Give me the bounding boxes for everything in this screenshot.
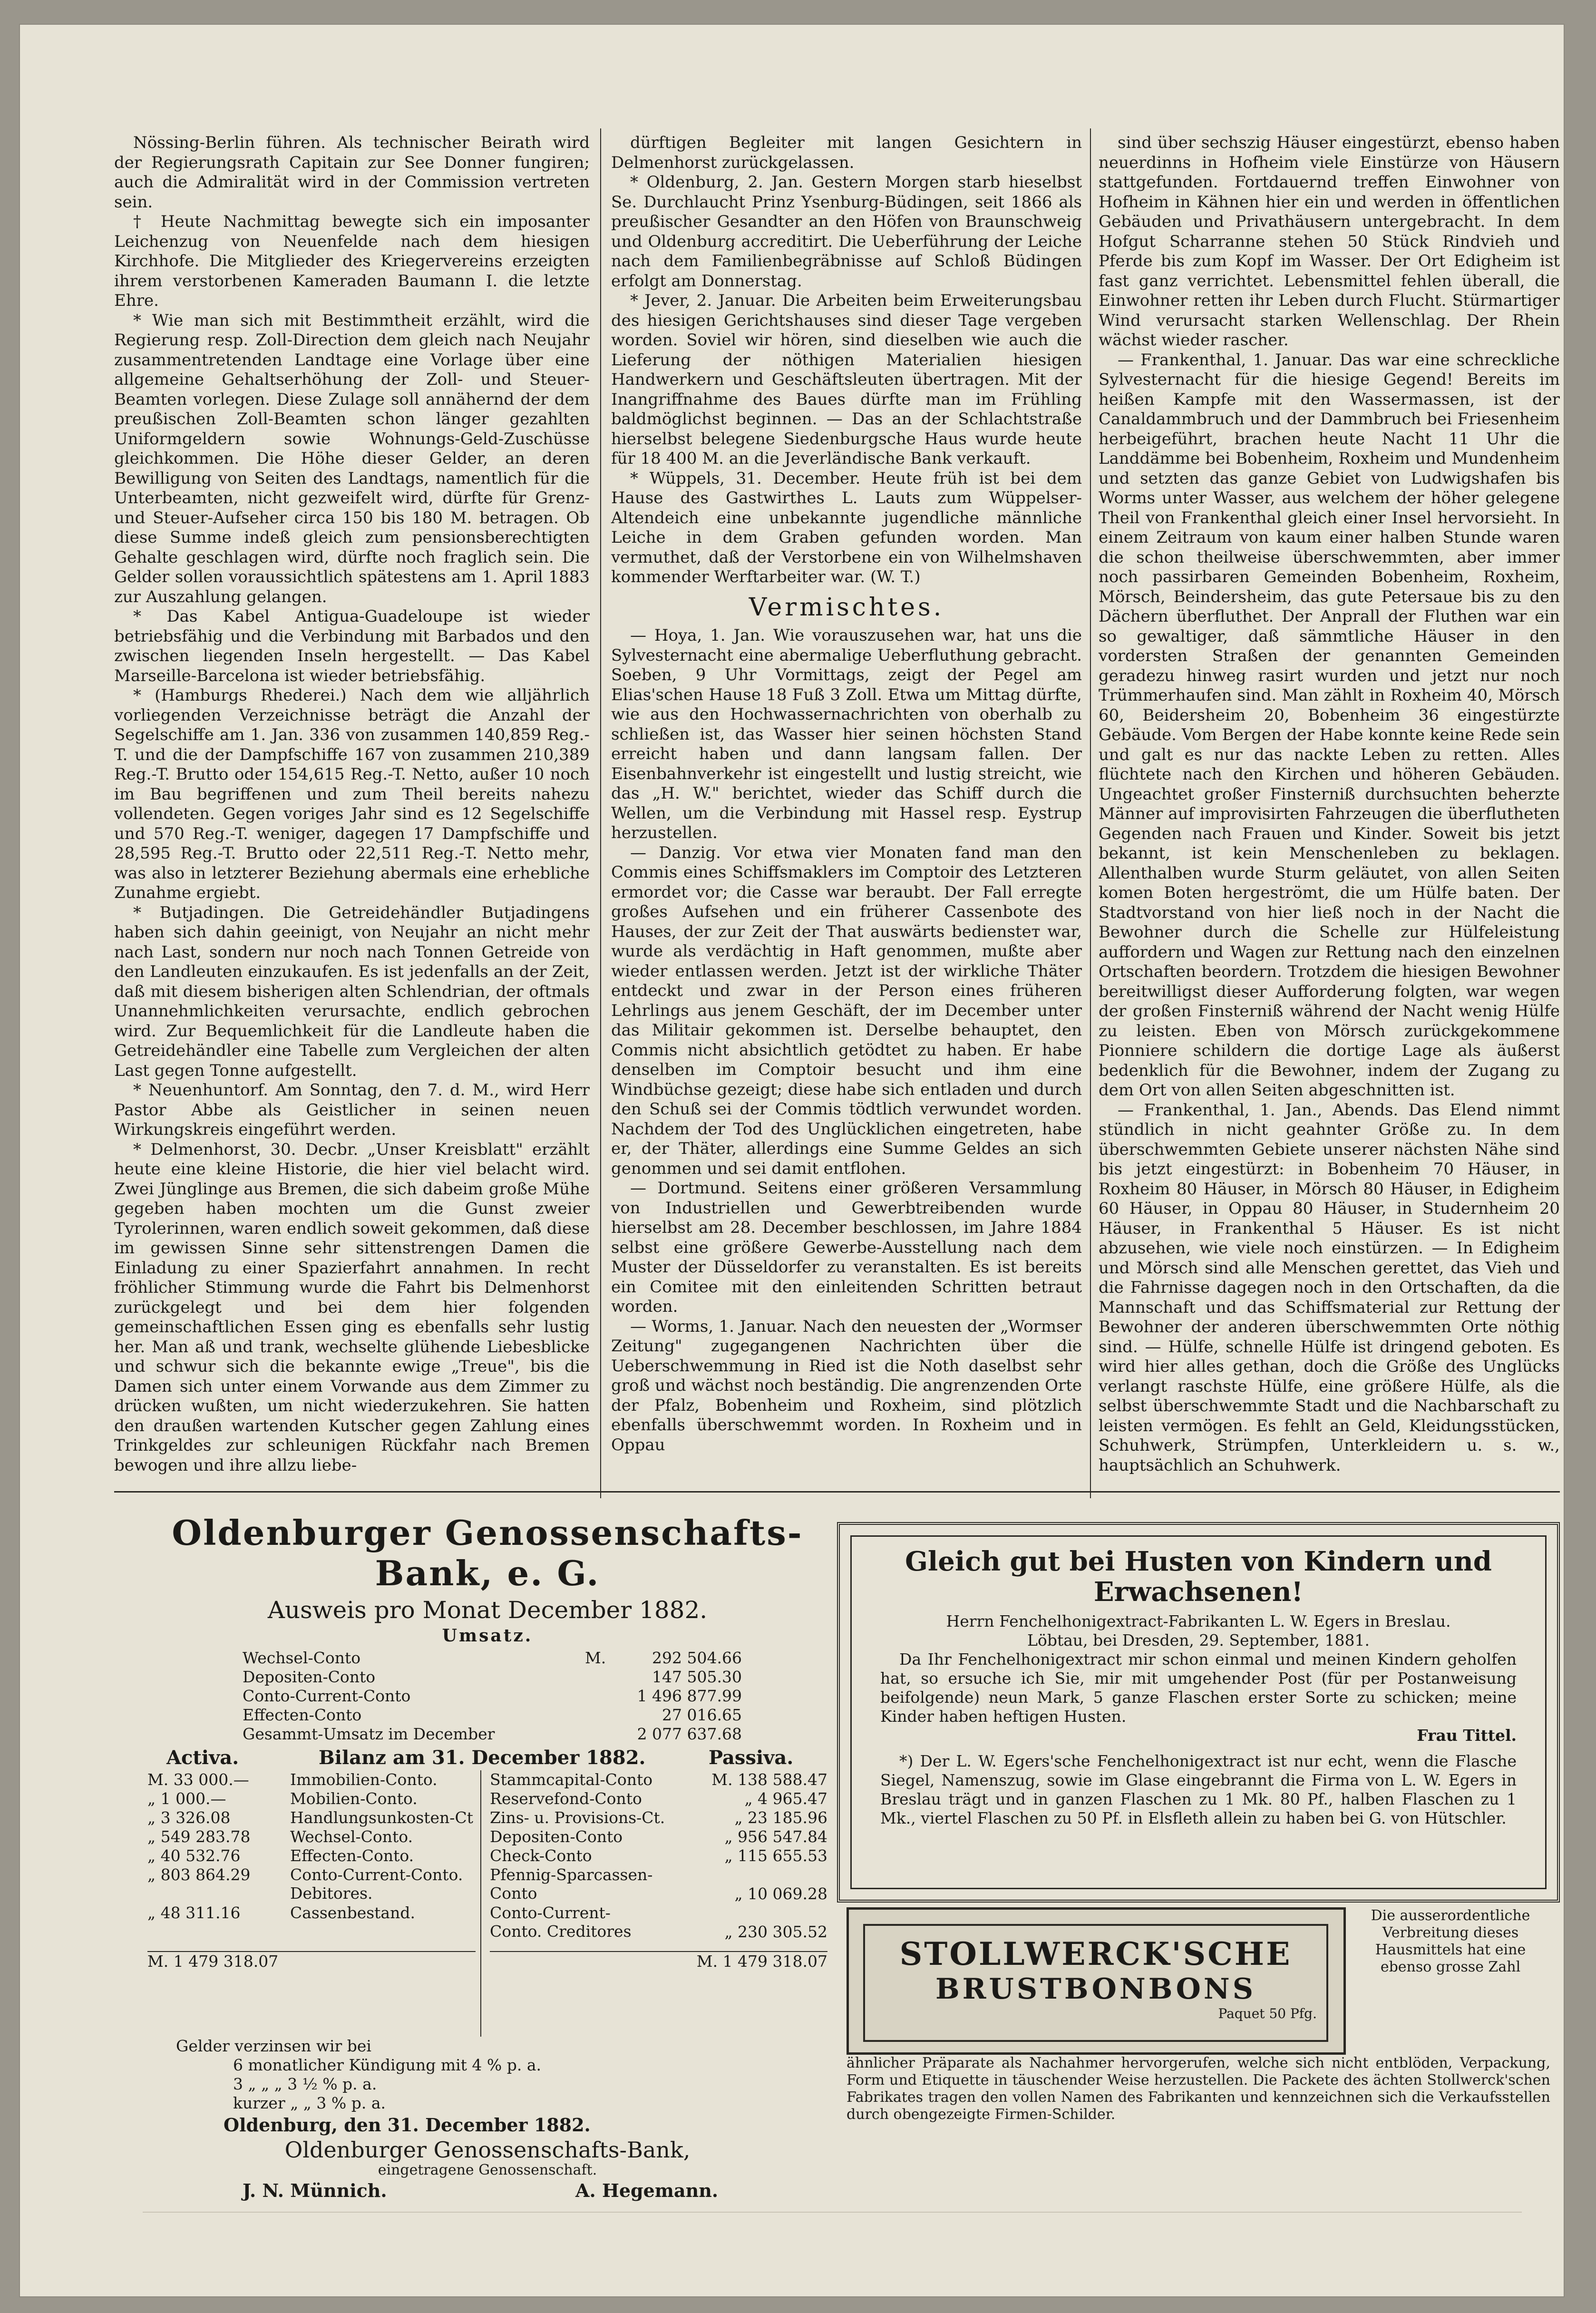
aktiva-row: „ 48 311.16 Cassenbestand. (147, 1903, 415, 1922)
aktiva-row: „ 549 283.78 Wechsel-Conto. (147, 1827, 413, 1846)
passiva-row: Reservefond-Conto „ 4 965.47 (490, 1789, 827, 1808)
umsatz-row: Conto-Current-Conto 1 496 877.99 (243, 1687, 742, 1705)
place-date: Oldenburg, den 31. December 1882. (224, 2114, 591, 2136)
stollwerck-logo (847, 1907, 1346, 2055)
ad-side-text: Die ausserordentliche Verbreitung dieses Hausmittels hat eine ebenso grosse Zahl (1371, 1907, 1530, 1975)
section-divider (114, 1491, 1560, 1493)
column-3 (1099, 133, 1560, 1475)
column-rule (1090, 128, 1091, 1498)
aktiva-total: M. 1 479 318.07 (147, 1951, 476, 1973)
ad-body-text: ähnlicher Präparate als Nachahmer hervorgerufen, welche sich nicht entblöden, Verpackung, Form und Etiquette in täuschender Weise herzustellen. Die Packete des ächten Stollwerck'schen Fabrikates tragen den vollen Namen des Fabrikanten und kennzeichnen sich die Verkaufsstellen durch obengezeigte Firmen-Schilder. (847, 2055, 1550, 2123)
aktiva-row: M. 33 000.— Immobilien-Conto. (147, 1770, 438, 1789)
article: * Wie man sich mit Bestimmtheit erzählt, wird die Regierung resp. Zoll-Direction dem gleich nach Neujahr zusammentretenden Landtage eine Vorlage über eine allgemeine Gehaltserhöhung der Zoll- und Steuer-Beamten vorlegen. Diese Zulage soll annähernd der dem preußischen Zoll-Beamten schon länger gezahlten Uniformgeldern sowie Wohnungs-Geld-Zuschüsse gleichkommen. Die Höhe dieser Gelder, an deren Bewilligung von Seiten des Landtags, namentlich für die Unterbeamten, nicht gezweifelt wird, dürfte für Grenz- und Steuer-Aufseher circa 150 bis 180 M. betragen. Ob diese Summe indeß gleich zum pensionsberechtigten Gehalte geschlagen wird, dürfte noch fraglich sein. Die Gelder sollen voraussichtlich spätestens am 1. April 1883 zur Auszahlung gelangen. (114, 311, 590, 606)
article: * Oldenburg, 2. Jan. Gestern Morgen starb hieselbst Se. Durchlaucht Prinz Ysenburg-Büdingen, seit 1866 als preußischer Gesandter an den Höfen von Braunschweig und Oldenburg accreditirt. Die Ueberführung der Leiche nach dem Familienbegräbnisse auf Schloß Büdingen erfolgt am Donnerstag. (611, 173, 1082, 291)
bank-signature-name: Oldenburger Genossenschafts-Bank, (284, 2137, 691, 2163)
passiva-row: Depositen-Conto „ 956 547.84 (490, 1827, 827, 1846)
bank-subtitle: Ausweis pro Monat December 1882. (267, 1596, 708, 1624)
article: — Danzig. Vor etwa vier Monaten fand man den Commis eines Schiffsmaklers im Comptoir des Letzteren ermordet vor; die Casse war beraubt. Der Fall erregte großes Aufsehen und ein früherer Cassenbote des Hauses, der zur Zeit der That auswärts bediensteт war, wurde als verdächtig in Haft genommen, mußte aber wieder entlassen werden. Jetzt ist der wirkliche Thäter entdeckt und zwar in der Person eines früheren Lehrlings aus jenem Geschäft, der im December unter das Militair gekommen ist. Derselbe behauptet, den Commis nicht absichtlich getödtet zu haben. Er habe denselben im Comptoir besucht und ihm eine Windbüchse gezeigt; diese habe sich entladen und durch den Schuß sei der Commis tödtlich verwundet worden. Nachdem der Tod des Unglücklichen eingetreten, habe er, der Thäter, allerdings eine Summe Geldes an sich genommen und sei damit entflohen. (611, 843, 1082, 1178)
umsatz-row: Gesammt-Umsatz im December 2 077 637.68 (243, 1725, 742, 1743)
bilanz-heading: Activa. Bilanz am 31. December 1882. Passiva. (166, 1747, 794, 1769)
interest-line: kurzer „ „ 3 % p. a. (233, 2094, 386, 2112)
bank-signature-sub: eingetragene Genossenschaft. (378, 2162, 597, 2178)
passiva-row: Stammcapital-Conto M. 138 588.47 (490, 1770, 827, 1789)
aktiva-row: „ 1 000.— Mobilien-Conto. (147, 1789, 418, 1808)
logo-box (863, 1924, 1328, 2042)
signatories: J. N. Münnich. A. Hegemann. (243, 2180, 719, 2201)
umsatz-table (243, 1649, 742, 1744)
aktiva-list (147, 1770, 476, 1973)
column-rule (600, 128, 601, 1498)
article: * Butjadingen. Die Getreidehändler Butjadingens haben sich dahin geeinigt, von Neujahr an nicht mehr nach Last, sondern nur noch nach Tonnen Getreide von den Landleuten einzukaufen. Es ist jedenfalls an der Zeit, daß mit diesem bisherigen alten Schlendrian, der oftmals Unannehmlichkeiten verursachte, endlich gebrochen wird. Zur Bequemlichkeit für die Landleute haben die Getreidehändler eine Tabelle zum Vergleichen der alten Last gegen Tonne aufgestellt. (114, 903, 590, 1080)
advertisement-frame (850, 1535, 1547, 1889)
ad-note: *) Der L. W. Egers'sche Fenchelhonigextract ist nur echt, wenn die Flasche Siegel, Namenszug, sowie im Glase eingebrannt die Firma von L. W. Egers in Breslau trägt und in ganzen Flaschen zu 1 Mk. 80 Pf., halben Flaschen zu 1 Mk., viertel Flaschen zu 50 Pf. in Elsfleth allein zu haben bei G. von Hütschler. (880, 1752, 1517, 1827)
aktiva-row: „ 803 864.29 Conto-Current-Conto. Debitores. (147, 1865, 463, 1903)
bank-advertisement (147, 1513, 827, 2201)
umsatz-heading: Umsatz. (442, 1626, 533, 1646)
bilanz-divider (480, 1770, 481, 2037)
column-2 (611, 133, 1082, 1465)
umsatz-row: Depositen-Conto 147 505.30 (243, 1668, 742, 1686)
bilanz-table (147, 1770, 827, 2037)
aktiva-row: „ 40 532.76 Effecten-Conto. (147, 1846, 414, 1865)
article: dürftigen Begleiter mit langen Gesichtern in Delmenhorst zurückgelassen. (611, 133, 1082, 172)
fenchelhonig-advertisement (837, 1522, 1560, 1903)
article: — Worms, 1. Januar. Nach den neuesten der „Wormser Zeitung" zugegangenen Nachrichten über die Ueberschwemmung in Ried ist die Noth daselbst sehr groß und wächst noch beständig. Die angrenzenden Orte der Pfalz, Bobenheim und Roxheim, sind plötzlich ebenfalls überschwemmt worden. In Roxheim und in Oppau (611, 1317, 1082, 1454)
product-price: Paquet 50 Pfg. (1218, 2006, 1317, 2021)
ad-title: Erwachsenen! (1093, 1576, 1304, 1608)
article: sind über sechszig Häuser eingestürzt, ebenso haben neuerdinns in Hofheim viele Einstürze von Häusern stattgefunden. Fortdauernd treffen Einwohner von Hofheim in Kähnen hier ein und werden in öffentlichen Gebäuden und Privathäusern untergebracht. In dem Hofgut Scharranne stehen 50 Stück Rindvieh und Pferde bis zum Kopf im Wasser. Der Ort Edigheim ist fast ganz verrichtet. Lebensmittel fehlen überall, die Einwohner retten ihr Leben durch Flucht. Stürmartiger Wind verursacht starken Wellenschlag. Der Rhein wächst wieder rascher. (1099, 133, 1560, 350)
article: * Das Kabel Antigua-Guadeloupe ist wieder betriebsfähig und die Verbindung mit Barbados und den zwischen liegenden Inseln hergestellt. — Das Kabel Marseille-Barcelona ist wieder betriebsfähig. (114, 607, 590, 685)
letter-body: Da Ihr Fenchelhonigextract mir schon einmal und meinen Kindern geholfen hat, so ersuche ich Sie, mir mit umgehender Post (für per Postanweisung beifolgende) neun Mark, 5 ganze Flaschen erster Sorte zu schicken; meine Kinder haben heftigen Husten. (880, 1650, 1517, 1726)
brand-name: STOLLWERCK'SCHE (899, 1935, 1292, 1972)
article: — Frankenthal, 1. Januar. Das war eine schreckliche Sylvesternacht für die hiesige Gegend! Bereits im heißen Kampfe mit den Wassermassen, ist der Canaldammbruch und der Dammbruch bei Friesenheim herbeigeführt, brachen heute Nacht 11 Uhr die Landdämme bei Bobenheim, Roxheim und Mundenheim und setzten das ganze Gebiet von Ludwigshafen bis Worms unter Wasser, aus welchem der höher gelegene Theil von Frankenthal gleich einer Insel hervorsieht. In einem Zeitraum von kaum einer halben Stunde waren die schon theilweise überschwemmten, aber immer noch passirbaren Gemeinden Bobenheim, Roxheim, Mörsch, Beindersheim, das gute Petersaue bis zu den Dächern überfluthet. Der Anprall der Fluthen war ein so gewaltiger, daß sämmtliche Häuser in den vordersten Straßen der genannten Gemeinden geradezu hinweg rasirt wurden und jetzt nur noch Trümmerhaufen sind. Man zählt in Roxheim 40, Mörsch 60, Beidersheim 20, Bobenheim 36 eingestürzte Gebäude. Vom Bergen der Habe konnte keine Rede sein und galt es nur das nackte Leben zu retten. Alles flüchtete nach den Kirchen und höheren Gebäuden. Ungeachtet großer Finsterniß durchsuchten beherzte Männer auf improvisirten Fahrzeugen die überflutheten Gegenden nach Frauen und Kinder. Soweit bis jetzt bekannt, ist kein Menschenleben zu beklagen. Allenthalben wurde Sturm geläutet, von allen Seiten komen Boten hergeströmt, die um Hülfe baten. Der Stadtvorstand von hier ließ noch in der Nacht die Bewohner durch die Schelle zur Hülfeleistung auffordern und Wagen zur Rettung nach den einzelnen Ortschaften beordern. Trotzdem die hiesigen Bewohner bereitwilligst dieser Aufforderung folgten, war wegen der großen Finsterniß während der Nacht wenig Hülfe zu leisten. Eben von Mörsch zurückgekommene Pionniere schildern die dortige Lage als äußerst bedenklich für die Bewohner, indem der Zugang zu dem Ort von allen Seiten abgeschnitten ist. (1099, 350, 1560, 1100)
passiva-row: Conto-Current-Conto. Creditores „ 230 305.52 (490, 1903, 827, 1941)
article: * Wüppels, 31. December. Heute früh ist bei dem Hause des Gastwirthes L. Lauts zum Wüppelser-Altendeich eine unbekannte jugendliche männliche Leiche in dem Graben gefunden worden. Man vermuthet, daß der Verstorbene ein von Wilhelmshaven kommender Werftarbeiter war. (W. T.) (611, 468, 1082, 586)
umsatz-row: Effecten-Conto 27 016.65 (243, 1706, 742, 1724)
umsatz-row: Wechsel-Conto M. 292 504.66 (243, 1649, 742, 1667)
column-1 (114, 133, 590, 1475)
passiva-total: M. 1 479 318.07 (490, 1951, 827, 1973)
article: * Jever, 2. Januar. Die Arbeiten beim Erweiterungsbau des hiesigen Gerichtshauses sind dieser Tage vergeben worden. Soviel wir hören, sind dieselben wie auch die Lieferung der nöthigen Materialien hiesigen Handwerkern und Geschäftsleuten übertragen. Mit der Inangriffnahme des Baues dürfte man im Frühling baldmöglichst beginnen. — Das an der Schlachtstraße hierselbst belegene Siedenburgsche Haus wurde heute für 18 400 M. an die Jeverländische Bank verkauft. (611, 291, 1082, 468)
bank-title: Oldenburger Genossenschafts-Bank, e. G. (172, 1513, 803, 1593)
interest-line: 3 „ „ „ 3 ½ % p. a. (233, 2075, 377, 2093)
dateline: Löbtau, bei Dresden, 29. September, 1881. (1027, 1631, 1370, 1649)
product-name: BRUSTBONBONS (935, 1972, 1256, 2006)
article: — Frankenthal, 1. Jan., Abends. Das Elend nimmt stündlich in nicht geahnter Größe zu. In dem überschwemmten Gebiete unserer nächsten Nähe sind bis jetzt eingestürzt: in Bobenheim 70 Häuser, in Roxheim 80 Häuser, in Mörsch 80 Häuser, in Edigheim 60 Häuser, in Oppau 80 Häuser, in Studernheim 20 Häuser, in Frankenthal 5 Häuser. Es ist nicht abzusehen, wie viele noch einstürzen. — In Edigheim und Mörsch sind alle Menschen gerettet, das Vieh und die Fahrnisse dagegen noch in den Ortschaften, da die Mannschaft und das Schiffsmaterial zur Rettung der Bewohner der anderen überschwemmten Orte nöthig sind. — Hülfe, schnelle Hülfe ist dringend geboten. Es wird hier alles gethan, doch die Größe des Unglücks verlangt raschste Hülfe, eine größere Hülfe, als die selbst überschwemmte Stadt und die Nachbarschaft zu leisten vermögen. Es fehlt an Geld, Kleidungsstücken, Schuhwerk, Strümpfen, Unterkleidern u. s. w., hauptsächlich an Schuhwerk. (1099, 1100, 1560, 1475)
article: Nössing-Berlin führen. Als technischer Beirath wird der Regierungsrath Capitain zur See Donner fungiren; auch die Admiralität wird in der Commission vertreten sein. (114, 133, 590, 212)
ad-text (880, 1612, 1517, 1828)
newspaper-page (19, 24, 1565, 2297)
article: * Delmenhorst, 30. Decbr. „Unser Kreisblatt" erzählt heute eine kleine Historie, die hier viel belacht wird. Zwei Jünglinge aus Bremen, die sich dabeim große Mühe gegeben haben mochten um die Gunst zweier Tyrolerinnen, waren endlich soweit gekommen, daß diese im gewissen Sinne sehr sittenstrengen Damen die Einladung zu einer Spazierfahrt annahmen. In recht fröhlicher Stimmung wurde die Fahrt bis Delmenhorst zurückgelegt und bei dem hier folgenden gemeinschaftlichen Essen ging es ebenfalls sehr lustig her. Man aß und trank, wechselte glühende Liebesblicke und schwur sich die bekannte ewige „Treue", bis die Damen sich unter einem Vorwande aus dem Zimmer zu drücken wußten, um nicht wiederzukehren. Sie hatten den draußen wartenden Kutscher gegen Zahlung eines Trinkgeldes zur schleunigen Rückfahr nach Bremen bewogen und ihre allzu liebe- (114, 1140, 590, 1475)
passiva-row: Pfennig-Sparcassen-Conto „ 10 069.28 (490, 1865, 827, 1903)
article: — Hoya, 1. Jan. Wie vorauszusehen war, hat uns die Sylvesternacht eine abermalige Ueberfluthung gebracht. Soeben, 9 Uhr Vormittags, zeigt der Pegel am Elias'schen Hause 18 Fuß 3 Zoll. Etwa um Mittag dürfte, wie aus den Hochwassernachrichten von oberhalb zu schließen ist, das Wasser hier seinen höchsten Stand erreicht haben und dann langsam fallen. Der Eisenbahnverkehr ist eingestellt und lustig streicht, wie das „H. W." berichtet, wieder das Schiff durch die Wellen, um die Verbindung mit Hassel resp. Eystrup herzustellen. (611, 626, 1082, 842)
interest-line: 6 monatlicher Kündigung mit 4 % p. a. (233, 2056, 542, 2074)
footer-rule (143, 2212, 1522, 2213)
article: * (Hamburgs Rhederei.) Nach dem wie alljährlich vorliegenden Verzeichnisse beträgt die Anzahl der Segelschiffe am 1. Jan. 336 von zusammen 140,859 Reg.-T. und die der Dampfschiffe 167 von zusammen 210,389 Reg.-T. Brutto oder 154,615 Reg.-T. Netto, außer 10 noch im Bau begriffenen und zum Theil bereits nahezu vollendeten. Gegen voriges Jahr sind es 12 Segelschiffe und 570 Reg.-T. weniger, dagegen 17 Dampfschiffe und 28,595 Reg.-T. Brutto oder 22,511 Reg.-T. Netto mehr, was also in letzterer Beziehung abermals eine erhebliche Zunahme ergiebt. (114, 686, 590, 902)
addressee: Herrn Fenchelhonigextract-Fabrikanten L. W. Egers in Breslau. (946, 1612, 1451, 1630)
passiva-row: Check-Conto „ 115 655.53 (490, 1846, 827, 1865)
article: — Dortmund. Seitens einer größeren Versammlung von Industriellen und Gewerbtreibenden wurde hierselbst am 28. December beschlossen, im Jahre 1884 selbst eine größere Gewerbe-Ausstellung nach dem Muster der Düsseldorfer zu veranstalten. Es ist bereits ein Comitee mit den einleitenden Schritten betraut worden. (611, 1179, 1082, 1316)
interest-intro: Gelder verzinsen wir bei (176, 2037, 371, 2055)
article: * Neuenhuntorf. Am Sonntag, den 7. d. M., wird Herr Pastor Abbe als Geistlicher in seinen neuen Wirkungskreis eingeführt werden. (114, 1081, 590, 1139)
section-heading: Vermischtes. (749, 593, 944, 622)
passiva-list (490, 1770, 827, 1973)
passiva-row: Zins- u. Provisions-Ct. „ 23 185.96 (490, 1808, 827, 1827)
stollwerck-advertisement (847, 1907, 1560, 2155)
aktiva-row: „ 3 326.08 Handlungsunkosten-Ct (147, 1808, 473, 1827)
ad-title: Gleich gut bei Husten von Kindern und (905, 1546, 1492, 1577)
article: † Heute Nachmittag bewegte sich ein imposanter Leichenzug von Neuenfelde nach dem hiesigen Kirchhofe. Die Mitglieder des Kriegervereins erzeigten ihrem verstorbenen Kameraden Baumann I. die letzte Ehre. (114, 212, 590, 310)
letter-signature: Frau Tittel. (1417, 1726, 1517, 1745)
